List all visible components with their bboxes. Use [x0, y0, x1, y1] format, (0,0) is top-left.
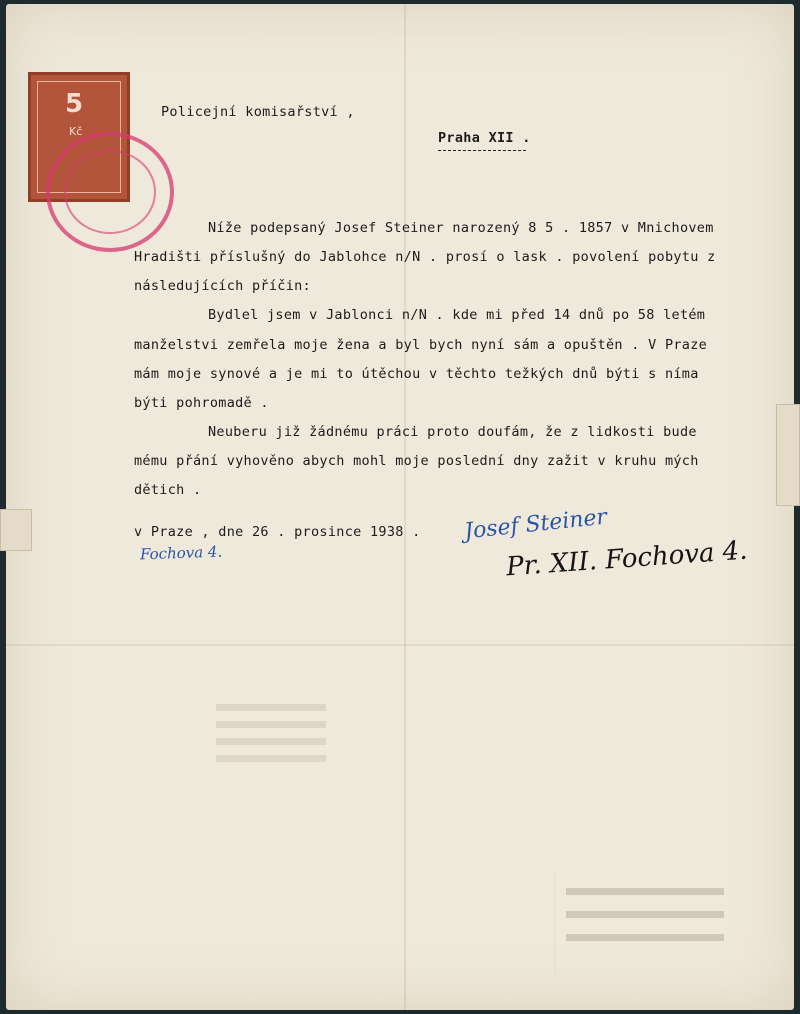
addressee: Policejní komisařství , [161, 104, 355, 120]
stamp-currency: Kč [69, 125, 83, 138]
document-page [6, 4, 794, 1010]
body-line: následujících příčin: [134, 278, 311, 294]
body-line: Níže podepsaný Josef Steiner narozený 8 5 . 1857 v Mnichovem [208, 220, 714, 236]
office-seal [46, 132, 174, 252]
body-line: Neuberu již žádnému práci proto doufám, že z lidkosti bude [208, 424, 697, 440]
torn-edge-right [776, 404, 800, 506]
stamp-value: 5 [65, 89, 84, 119]
city-heading: Praha XII . [438, 130, 531, 146]
body-line: mému přání vyhověno abych mohl moje poslední dny zažit v kruhu mých [134, 453, 699, 469]
bleed-through-stamp [216, 694, 326, 824]
body-line: dětich . [134, 482, 202, 498]
signature-address: Pr. XII. Fochova 4. [505, 535, 749, 583]
city-underline [438, 150, 526, 151]
fold-crease-vertical [404, 4, 406, 1010]
torn-edge-left [0, 509, 32, 551]
body-line: manželstvi zemřela moje žena a byl bych nyní sám a opuštěn . V Praze [134, 337, 708, 353]
bleed-through-office-stamp [554, 872, 734, 972]
body-line: Bydlel jsem v Jablonci n/N . kde mi před 14 dnů po 58 letém [208, 307, 706, 323]
signature: Josef Steiner [463, 504, 609, 545]
date-line: v Praze , dne 26 . prosince 1938 . [134, 524, 421, 540]
body-line: býti pohromadě . [134, 395, 269, 411]
body-line: Hradišti příslušný do Jablohce n/N . prosí o lask . povolení pobytu z [134, 249, 716, 265]
body-line: mám moje synové a je mi to útěchou v těchto težkých dnů býti s níma [134, 366, 699, 382]
fold-crease-horizontal [6, 644, 794, 646]
handwritten-address: Fochova 4. [139, 542, 223, 564]
